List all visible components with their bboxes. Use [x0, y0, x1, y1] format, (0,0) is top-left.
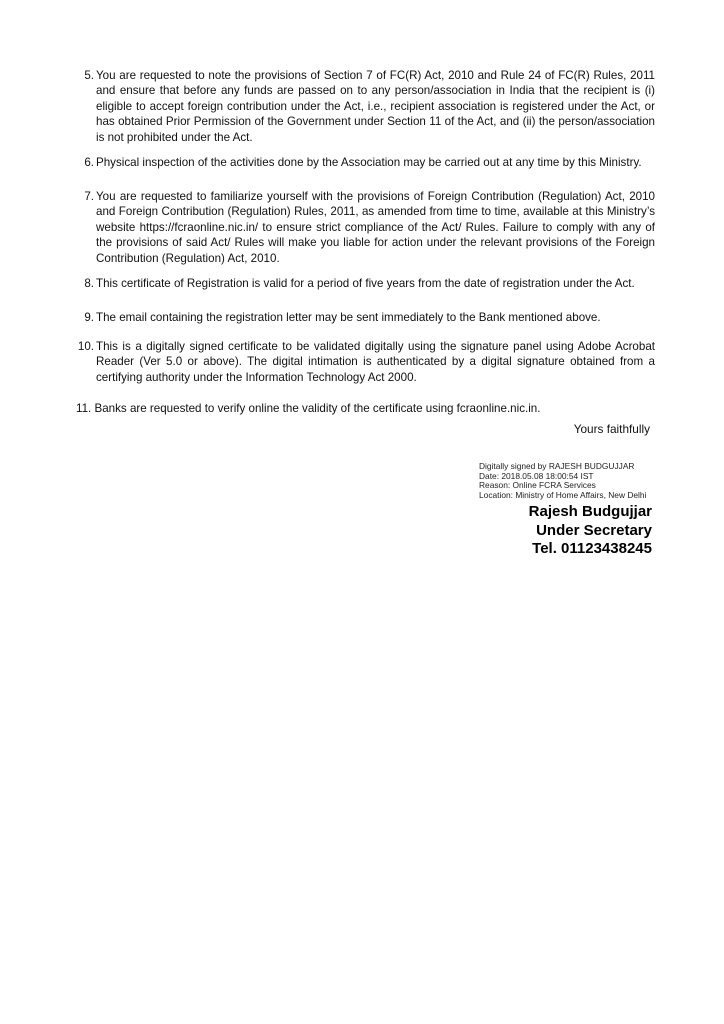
list-item-text: This certificate of Registration is valid for a period of five years from the date of registration under the Act. [96, 277, 635, 290]
list-item-11 [76, 401, 671, 416]
signatory-block [440, 503, 652, 559]
closing-salutation: Yours faithfully [573, 422, 650, 436]
list-item-number: 10. [77, 340, 94, 353]
list-item-text: You are requested to familiarize yourself with the provisions of Foreign Contribution (Regulation) Act, 2010 and Foreign Contribution (Regulation) Rules, 2011, as amended from time to time, available at this Ministry’s website https://fcraonline.nic.in/ to ensure strict compliance of the Act/ Rules. Failure to comply with any of the provisions of said Act/ Rules will make you liable for action under the relevant provisions of the Foreign Contribution (Regulation) Act, 2010. [96, 190, 655, 265]
signature-location-line: Location: Ministry of Home Affairs, New Delhi [479, 489, 647, 500]
list-item-text: You are requested to note the provisions of Section 7 of FC(R) Act, 2010 and Rule 24 of FC(R) Rules, 2011 and ensure that before any funds are passed on to any person/association in India that the recipient is (i) eligible to accept foreign contribution under the Act, i.e., recipient association is registered under the Act, or has obtained Prior Permission of the Government under Section 11 of the Act, and (ii) the person/association is not prohibited under the Act. [96, 69, 655, 144]
list-item-text: This is a digitally signed certificate to be validated digitally using the signature panel using Adobe Acrobat Reader (Ver 5.0 or above). The digital intimation is authenticated by a digital signature obtained from a certifying authority under the Information Technology Act 2000. [96, 340, 655, 384]
digital-signature-block [479, 462, 679, 500]
list-item-text: Physical inspection of the activities done by the Association may be carried out at any time by this Ministry. [96, 156, 642, 169]
list-item-number: 6. [84, 156, 94, 169]
signatory-designation: Under Secretary [536, 521, 652, 539]
list-item-number: 11. [76, 402, 92, 415]
list-item-number: 8. [84, 277, 94, 290]
signed-by-line: Digitally signed by RAJESH BUDGUJJAR [479, 461, 635, 471]
list-item-body: Banks are requested to verify online the validity of the certificate using fcraonline.nic.in. [94, 402, 541, 415]
list-item-number: 9. [84, 311, 94, 324]
signature-reason-line: Reason: Online FCRA Services [479, 480, 596, 491]
list-item-number: 7. [84, 190, 94, 203]
list-item-text [76, 401, 646, 416]
signatory-name: Rajesh Budgujjar [528, 503, 652, 520]
signatory-telephone: Tel. 01123438245 [532, 540, 652, 557]
signature-date-line: Date: 2018.05.08 18:00:54 IST [479, 470, 594, 481]
list-item-text: The email containing the registration letter may be sent immediately to the Bank mentioned above. [96, 311, 601, 324]
list-item-number: 5. [84, 69, 94, 82]
